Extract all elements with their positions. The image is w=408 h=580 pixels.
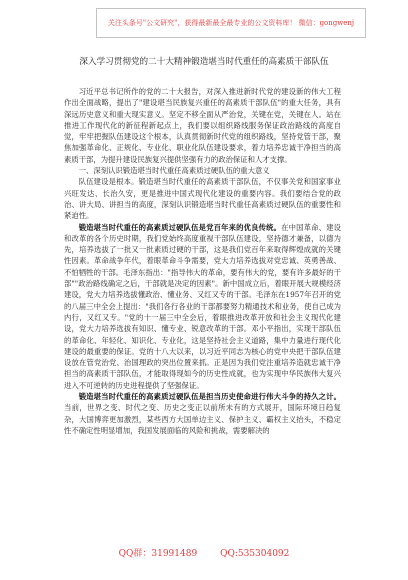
footer-qq-group: QQ群：31991489 [118, 549, 198, 559]
section1-paragraph: 队伍建设是根本。锻造堪当时代重任的高素质干部队伍，不仅事关党和国家事业兴旺发达、长治久安，更是推进中国式现代化建设的重要内容。我们要结合党的政治、讲大局、讲担当的高度，深刻认识锻造堪当时代重任高素质过硬队伍的重要性和紧迫性。 [64, 177, 341, 221]
promo-banner-text: 关注头条号"公文研究"，获得最新最全最专业的公文资料库！ 微信：gongwenj [107, 19, 355, 27]
footer-qq: QQ:535304092 [220, 549, 290, 559]
promo-banner [96, 8, 366, 38]
point1-text: 在中国革命、建设和改革的各个历史时期，我们党始终高度重视干部队伍建设，坚持德才兼备，以德为先，培养选拔了一批又一批素质过硬的干部，这是我们党百年来取得辉煌成就的关键性因素。革命战争年代，着眼革命斗争需要，党大力培养选拔对党忠诚、英勇善战、不怕牺牲的干部。毛泽东指出："指导伟大的革命，要有伟大的党，要有许多最好的干部""政治路线确定之后，干部就是决定的因素"。新中国成立后，着眼开展大规模经济建设，党大力培养选拔懂政治、懂业务、又红又专的干部。毛泽东在1957年召开的党的八届三中全会上提出："我们各行各业的干部都要努力精通技术和业务，使自己成为内行，又红又专。"党的十一届三中全会后，着眼推进改革开放和社会主义现代化建设，党大力培养选拔有知识、懂专业、锐意改革的干部。邓小平指出，实现干部队伍的革命化、年轻化、知识化、专业化，这是坚持社会主义道路，集中力量进行现代化建设的最重要的保证。党的十八大以来，以习近平同志为核心的党中央把干部队伍建设放在管党治党、治国理政的突出位置来抓。正是因为我们党注重培养造就忠诚干净担当的高素质干部队伍，才能取得现如今的历史性成就，也为实现中华民族伟大复兴进入不可逆转的历史进程提供了坚强保证。 [64, 222, 341, 390]
document-body [64, 86, 341, 436]
document-title: 深入学习贯彻党的二十大精神锻造堪当时代重任的高素质干部队伍 [79, 57, 329, 67]
point1-heading: 锻造堪当时代重任的高素质过硬队伍是党百年来的优良传统。 [78, 222, 282, 232]
point2-text: 当前，世界之变、时代之变、历史之变正以前所未有的方式展开，国际环境日趋复杂，大国博弈更加激烈，某些西方大国单边主义、保护主义、霸权主义抬头，不稳定性不确定性明显增加，我国发展面临的风险和挑战，需要解决的 [64, 403, 341, 435]
section1-heading: 一、深刻认识锻造堪当时代重任高素质过硬队伍的重大意义 [78, 166, 270, 176]
point2-paragraph [64, 391, 341, 436]
footer-contact [0, 546, 408, 559]
point1-paragraph [64, 222, 341, 391]
intro-paragraph: 习近平总书记所作的党的二十大报告，对深入推进新时代党的建设新的伟大工程作出全面战略，提出了"建设堪当民族复兴重任的高素质干部队伍"的重大任务，具有深远历史意义和重大现实意义。坚定不移全面从严治党，关键在党，关键在人。站在推进工作现代化的新征程新起点上，我们要以组织路线服务保证政治路线的高度自觉，牢牢把握队伍建设这个根本，认真贯彻新时代党的组织路线，坚持党管干部，聚焦加强革命化、正规化、专业化、职业化队伍建设要求，着力培养忠诚干净担当的高素质干部，为提升建设民族复兴提供坚强有力的政治保证和人才支撑。 [64, 87, 341, 164]
point2-heading: 锻造堪当时代重任的高素质过硬队伍是担当历史使命进行伟大斗争的持久之计。 [78, 392, 341, 402]
